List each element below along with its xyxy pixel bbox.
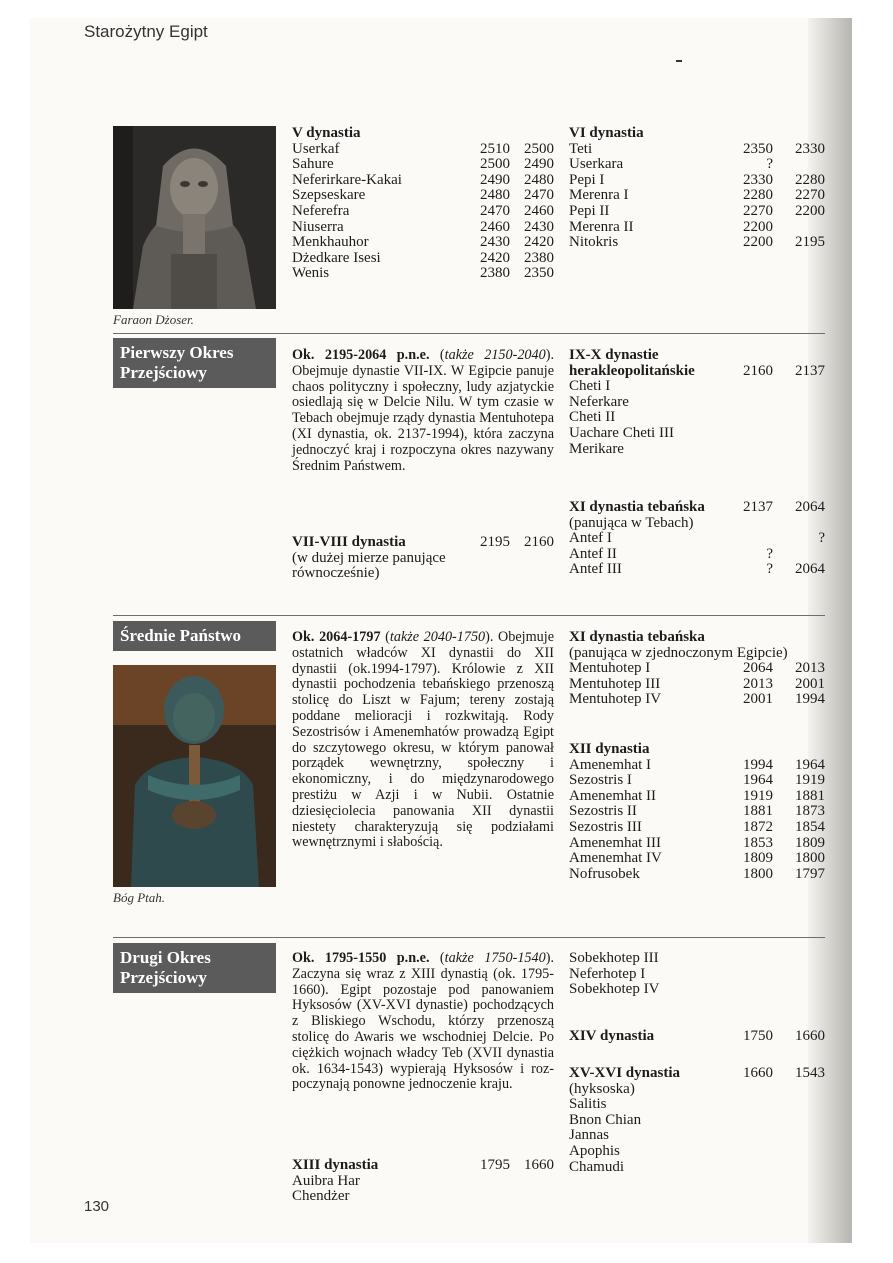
reign-end: ?: [818, 530, 825, 547]
era-label-first-intermediate: Pierwszy Okres Przejściowy: [113, 338, 276, 388]
reign-start: 2510: [480, 140, 510, 157]
table-row: [569, 410, 825, 426]
ruler-name: Sezostris I: [569, 772, 632, 789]
dynasty-6-title: VI dynastia: [569, 125, 644, 141]
god-ptah-photo: [113, 665, 276, 887]
ruler-name: Neferkare: [569, 393, 629, 410]
dynasty-11-note: (panująca w Tebach): [569, 514, 694, 531]
reign-end: 2280: [795, 171, 825, 188]
table-row: [569, 547, 825, 563]
table-row: [569, 379, 825, 395]
dynasty-7-8-row: VII-VIII dynastia 2195 2160 (w dużej mierze panujące równocześnie): [292, 534, 554, 582]
table-row: [569, 804, 825, 820]
reign-start: 1881: [743, 803, 773, 820]
dynasty-7-8-note-2: równocześnie): [292, 565, 380, 582]
reign-end: 1797: [795, 865, 825, 882]
table-row: [569, 426, 825, 442]
reign-start: 2270: [743, 202, 773, 219]
reign-start: 2001: [743, 691, 773, 708]
reign-end: 1873: [795, 803, 825, 820]
ruler-name: Chendżer: [292, 1188, 350, 1205]
era-label-second-intermediate: Drugi Okres Przejściowy: [113, 943, 276, 993]
table-row: [292, 220, 554, 236]
dynasty-13-rows: [292, 1174, 554, 1205]
reign-end: 2470: [524, 187, 554, 204]
dynasty-7-8-note: (w dużej mierze panujące: [292, 549, 446, 566]
reign-end: 2195: [795, 234, 825, 251]
ruler-name: Amenemhat II: [569, 787, 657, 804]
reign-start: 1872: [743, 818, 773, 835]
reign-start: 2200: [743, 234, 773, 251]
section-divider: [113, 937, 825, 938]
reign-start: 2490: [480, 171, 510, 188]
ruler-name: Mentuhotep I: [569, 660, 651, 677]
reign-start: 2430: [480, 234, 510, 251]
reign-start: 1853: [743, 834, 773, 851]
table-row: [569, 173, 825, 189]
ruler-name: Pepi II: [569, 202, 610, 219]
ink-speck: [676, 60, 682, 62]
ptah-caption: Bóg Ptah.: [113, 890, 165, 905]
ruler-name: Antef II: [569, 545, 617, 562]
ruler-name: Neferhotep I: [569, 965, 646, 982]
dynasty-15-16-title: XV-XVI dynastia: [569, 1065, 680, 1081]
dynasty-14-row: XIV dynastia 1750 1660: [569, 1028, 825, 1044]
dynasty-15-16-note: (hyksoska): [569, 1080, 635, 1097]
reign-start: 2280: [743, 187, 773, 204]
ruler-name: Apophis: [569, 1142, 620, 1159]
reign-start: 1964: [743, 772, 773, 789]
ruler-name: Bnon Chian: [569, 1111, 642, 1128]
table-row: [569, 820, 825, 836]
reign-start: 2380: [480, 265, 510, 282]
table-row: [569, 562, 825, 578]
table-row: [569, 157, 825, 173]
reign-end: 2330: [795, 140, 825, 157]
table-row: [569, 1128, 825, 1144]
reign-start: 1809: [743, 850, 773, 867]
reign-start: 2480: [480, 187, 510, 204]
era-label-middle-kingdom: Średnie Państwo: [113, 621, 276, 651]
dynasty-5-title: V dynastia: [292, 125, 361, 141]
ruler-name: Menkhauhor: [292, 234, 369, 251]
ruler-name: Nofrusobek: [569, 865, 640, 882]
ruler-name: Sezostris III: [569, 818, 642, 835]
ruler-name: Merenra I: [569, 187, 629, 204]
pharaoh-djoser-photo: [113, 126, 276, 309]
table-row: [292, 204, 554, 220]
table-row: [292, 1174, 554, 1190]
reign-start: 2470: [480, 202, 510, 219]
dynasty-12-title: XII dynastia: [569, 741, 650, 757]
dynasty-13-continuation: [569, 951, 825, 998]
table-row: [292, 188, 554, 204]
reign-end: 2200: [795, 202, 825, 219]
ruler-name: Salitis: [569, 1096, 607, 1113]
ruler-name: Antef III: [569, 561, 622, 578]
reign-end: 1919: [795, 772, 825, 789]
table-row: [292, 235, 554, 251]
reign-end: 2380: [524, 249, 554, 266]
ruler-name: Dżedkare Isesi: [292, 249, 381, 266]
djoser-caption: Faraon Dżoser.: [113, 312, 194, 327]
table-row: [569, 1144, 825, 1160]
reign-end: 1854: [795, 818, 825, 835]
reign-end: 2001: [795, 675, 825, 692]
reign-start: 2330: [743, 171, 773, 188]
reign-start: 1994: [743, 756, 773, 773]
table-row: [569, 1097, 825, 1113]
table-row: [569, 1160, 825, 1176]
table-row: [569, 531, 825, 547]
ruler-name: Uachare Cheti III: [569, 424, 674, 441]
ruler-name: Sobekhotep III: [569, 950, 659, 966]
reign-end: 2064: [795, 561, 825, 578]
page-number: 130: [84, 1198, 110, 1215]
ruler-name: Nitokris: [569, 234, 619, 251]
table-row: [569, 951, 825, 967]
dynasty-9-10-rows: [569, 379, 825, 457]
section-divider: [113, 615, 825, 616]
table-row: [569, 773, 825, 789]
table-row: [569, 204, 825, 220]
reign-end: 1881: [795, 787, 825, 804]
dynasty-11-title: XI dynastia tebańska: [569, 499, 705, 515]
ruler-name: Cheti II: [569, 409, 616, 426]
table-row: [569, 982, 825, 998]
dynasty-11-unified-note: (panująca w zjednoczonym Egipcie): [569, 644, 788, 661]
dynasty-7-8-title: VII-VIII dynastia: [292, 534, 406, 550]
ruler-name: Neferirkare-Kakai: [292, 171, 402, 188]
ruler-name: Chamudi: [569, 1158, 624, 1175]
dynasty-6-rows: [569, 142, 825, 251]
reign-end: 2480: [524, 171, 554, 188]
reign-start: 2460: [480, 218, 510, 235]
dynasty-9-10-title: IX-X dynastie: [569, 347, 659, 363]
table-row: [569, 836, 825, 852]
ruler-name: Sobekhotep IV: [569, 981, 660, 998]
reign-end: 2013: [795, 660, 825, 677]
reign-start: 2350: [743, 140, 773, 157]
ruler-name: Merikare: [569, 440, 624, 457]
dynasty-5-table: [292, 126, 554, 282]
dynasty-9-10-table: IX-X dynastie herakleopolitańskie 2160 2137 Cheti I Neferkare Cheti II Uachare Cheti III Merikare: [569, 347, 825, 457]
ruler-name: Mentuhotep III: [569, 675, 661, 692]
table-row: [292, 142, 554, 158]
table-row: [569, 758, 825, 774]
dynasty-11-unified-table: [569, 630, 825, 708]
dynasty-15-16-rows: [569, 1097, 825, 1175]
ruler-name: Userkara: [569, 156, 624, 173]
dynasty-13-title: XIII dynastia: [292, 1157, 379, 1173]
ruler-name: Jannas: [569, 1127, 609, 1144]
reign-end: 1800: [795, 850, 825, 867]
ruler-name: Sahure: [292, 156, 334, 173]
reign-start: ?: [766, 545, 773, 562]
table-row: [569, 142, 825, 158]
ruler-name: Amenemhat IV: [569, 850, 662, 867]
dynasty-13-table: XIII dynastia 1795 1660 Auibra Har Chendżer: [292, 1157, 554, 1205]
reign-start: 2064: [743, 660, 773, 677]
ruler-name: Neferefra: [292, 202, 350, 219]
table-row: [569, 188, 825, 204]
table-row: [569, 395, 825, 411]
dynasty-11-unified-rows: [569, 661, 825, 708]
table-row: [292, 1189, 554, 1205]
section-divider: [113, 333, 825, 334]
table-row: [292, 266, 554, 282]
table-row: [292, 251, 554, 267]
reign-start: 2420: [480, 249, 510, 266]
reign-end: 2270: [795, 187, 825, 204]
ruler-name: Cheti I: [569, 378, 611, 395]
table-row: [292, 173, 554, 189]
dynasty-11-thebes-table: XI dynastia tebańska 2137 2064 (panująca w Tebach) Antef I ? Antef II ? Antef III ? 2064: [569, 499, 825, 578]
table-row: [569, 867, 825, 883]
ruler-name: Merenra II: [569, 218, 634, 235]
table-row: [569, 442, 825, 458]
table-row: [569, 692, 825, 708]
dynasty-9-10-subtitle: herakleopolitańskie: [569, 362, 695, 379]
running-head: Starożytny Egipt: [84, 22, 208, 41]
dynasty-6-table: [569, 126, 825, 251]
reign-start: 2200: [743, 218, 773, 235]
dynasty-14-title: XIV dynastia: [569, 1028, 655, 1044]
ruler-name: Userkaf: [292, 140, 340, 157]
reign-end: 1994: [795, 691, 825, 708]
table-row: [569, 789, 825, 805]
table-row: [569, 967, 825, 983]
table-row: [292, 157, 554, 173]
reign-start: 2500: [480, 156, 510, 173]
reign-end: 2420: [524, 234, 554, 251]
ruler-name: Niuserra: [292, 218, 344, 235]
dynasty-15-16-table: XV-XVI dynastia 1660 1543 (hyksoska) Salitis Bnon Chian Jannas Apophis Chamudi: [569, 1065, 825, 1175]
reign-start: 2013: [743, 675, 773, 692]
reign-end: 1964: [795, 756, 825, 773]
dynasty-11-unified-title: XI dynastia tebańska: [569, 629, 705, 645]
reign-start: 1800: [743, 865, 773, 882]
table-row: [569, 677, 825, 693]
table-row: [569, 661, 825, 677]
reign-end: 2500: [524, 140, 554, 157]
ruler-name: Amenemhat I: [569, 756, 652, 773]
reign-end: 2460: [524, 202, 554, 219]
first-intermediate-description: Ok. 2195-2064 p.n.e. (także 2150-2040). Obejmuje dynastie VII-IX. W Egipcie panuje chaos polityczny i społeczny, ludy azjatyckie osiedlają się w Delcie Nilu. W tym czasie w Tebach obejmuje rządy dynastia Mentuhotepa (XI dynastia, ok. 2137-1994), która zaczyna jednoczyć kraj i rozpoczyna okres nazywany Średnim Państwem.: [292, 347, 554, 474]
ruler-name: Wenis: [292, 265, 330, 282]
ruler-name: Teti: [569, 140, 593, 157]
table-row: [569, 220, 825, 236]
ruler-name: Sezostris II: [569, 803, 637, 820]
table-row: [569, 851, 825, 867]
second-intermediate-description: Ok. 1795-1550 p.n.e. (także 1750-1540). Zaczyna się wraz z XIII dynastią (ok. 1795-1660). Egipt pozostaje pod panowaniem Hyksosów (XV-XVI dynastie) pochodzących z Bliskiego Wschodu, którzy przenoszą stolicę do Awaris we wschodniej Delcie. Po ciężkich wojnach władcy Teb (XVII dynastia ok. 1634-1543) wypierają Hyksosów i rozpoczynają ponowne jednoczenie kraju.: [292, 950, 554, 1093]
reign-start: 1919: [743, 787, 773, 804]
reign-start: ?: [766, 561, 773, 578]
ruler-name: Auibra Har: [292, 1172, 360, 1189]
ruler-name: Amenemhat III: [569, 834, 662, 851]
ruler-name: Szepseskare: [292, 187, 366, 204]
reign-end: 2430: [524, 218, 554, 235]
ruler-name: Mentuhotep IV: [569, 691, 662, 708]
reign-end: 2350: [524, 265, 554, 282]
reign-end: 2490: [524, 156, 554, 173]
dynasty-12-table: [569, 742, 825, 882]
table-row: [569, 235, 825, 251]
reign-end: 1809: [795, 834, 825, 851]
dynasty-12-rows: [569, 758, 825, 883]
ruler-name: Pepi I: [569, 171, 605, 188]
ruler-name: Antef I: [569, 530, 612, 547]
dynasty-11-rows: [569, 531, 825, 578]
table-row: [569, 1113, 825, 1129]
dynasty-5-rows: [292, 142, 554, 282]
reign-start: ?: [766, 156, 773, 173]
middle-kingdom-description: Ok. 2064-1797 (także 2040-1750). Obejmuje ostatnich władców XI dynastii do XII dynastii (ok.1994-1797). Królowie z XII dynastii pochodzenia tebańskiego przenoszą stolicę do Liszt w Fajum; tereny zostają poddane melioracji i rozkwitają. Rody Sezostrisów i Amenemhatów prowadzą Egipt do szczytowego okresu, w którym panował porządek wewnętrzny, społeczny i ekonomiczny, i do międzynarodowego prestiżu w Azji i w Nubii. Ostatnie dziesięciolecia panowania XII dynastii niestety charakteryzują się podziałami wewnętrznymi i słabością.: [292, 629, 554, 851]
